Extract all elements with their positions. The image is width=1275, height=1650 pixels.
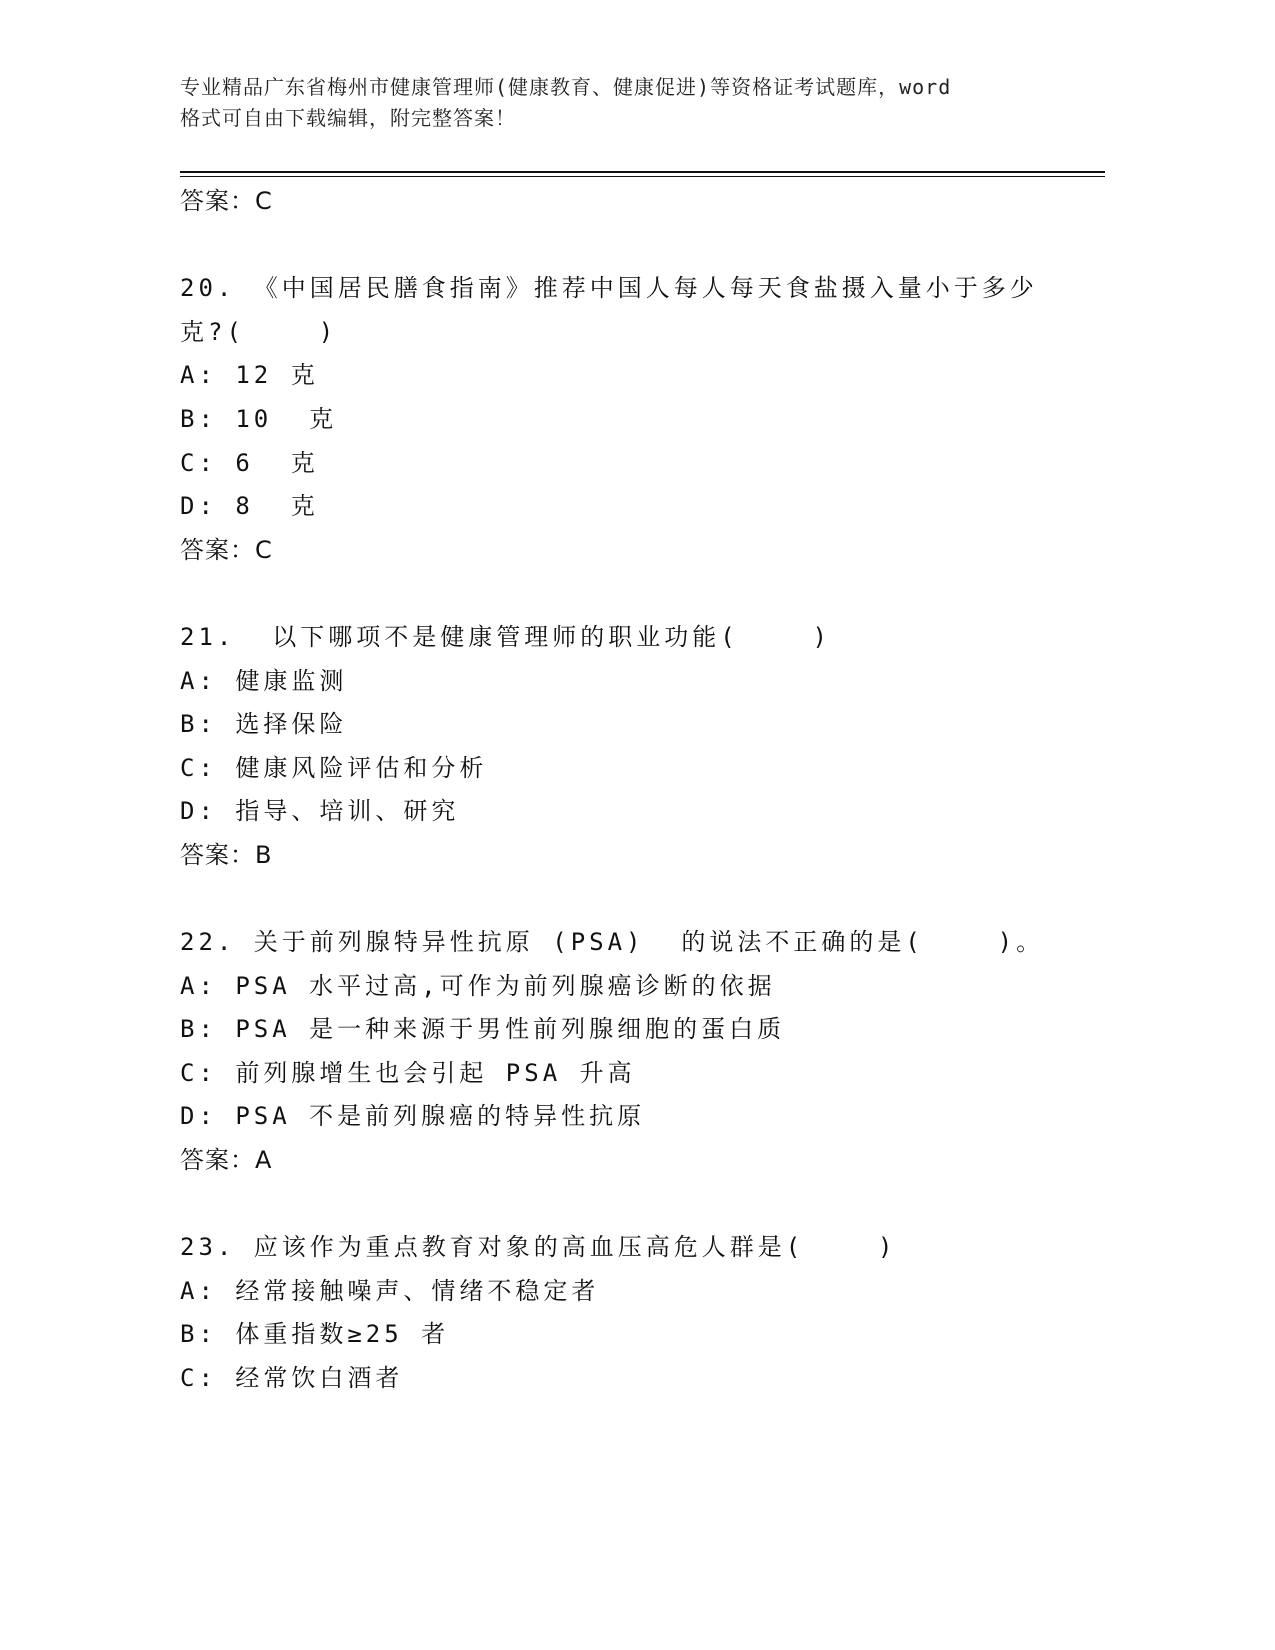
question-option: B: 选择保险	[180, 710, 348, 739]
question-option: A: PSA 水平过高,可作为前列腺癌诊断的依据	[180, 971, 776, 1000]
header-line-2: 格式可自由下载编辑，附完整答案！	[180, 106, 516, 130]
question-stem: 23. 应该作为重点教育对象的高血压高危人群是( )	[180, 1233, 897, 1262]
question-option: A: 经常接触噪声、情绪不稳定者	[180, 1276, 600, 1305]
question-stem: 21. 以下哪项不是健康管理师的职业功能( )	[180, 622, 831, 651]
answer: 答案：B	[180, 840, 273, 869]
question-option: B: 体重指数≥25 者	[180, 1320, 450, 1349]
question-option: C: 经常饮白酒者	[180, 1364, 404, 1393]
header-rule	[180, 171, 1105, 173]
answer: 答案：C	[180, 187, 273, 215]
question-stem: 克?( )	[180, 317, 338, 346]
question-option: C: 前列腺增生也会引起 PSA 升高	[180, 1058, 636, 1087]
question-option: C: 健康风险评估和分析	[180, 753, 488, 782]
question	[180, 267, 1100, 572]
question-option: D: 指导、培训、研究	[180, 797, 460, 826]
question-stem: 22. 关于前列腺特异性抗原 (PSA) 的说法不正确的是( )。	[180, 928, 1045, 957]
question-option: A: 健康监测	[180, 666, 348, 695]
question-option: B: 10 克	[180, 404, 338, 433]
header-rule-thin	[180, 176, 1105, 177]
question-stem: 20. 《中国居民膳食指南》推荐中国人每人每天食盐摄入量小于多少	[180, 274, 1038, 303]
answer: 答案：C	[180, 535, 273, 564]
question-option: C: 6 克	[180, 448, 319, 477]
question-option: D: PSA 不是前列腺癌的特异性抗原	[180, 1102, 646, 1131]
question-option: B: PSA 是一种来源于男性前列腺细胞的蛋白质	[180, 1015, 786, 1044]
question	[180, 616, 1100, 878]
question	[180, 1226, 1100, 1400]
question	[180, 921, 1100, 1183]
answer: 答案：A	[180, 1146, 273, 1175]
question-option: D: 8 克	[180, 492, 319, 521]
document-body	[180, 180, 1100, 1401]
question-option: A: 12 克	[180, 361, 319, 390]
header-line-1: 专业精品广东省梅州市健康管理师(健康教育、健康促进)等资格证考试题库，word	[180, 75, 952, 99]
document-header	[180, 72, 1060, 134]
